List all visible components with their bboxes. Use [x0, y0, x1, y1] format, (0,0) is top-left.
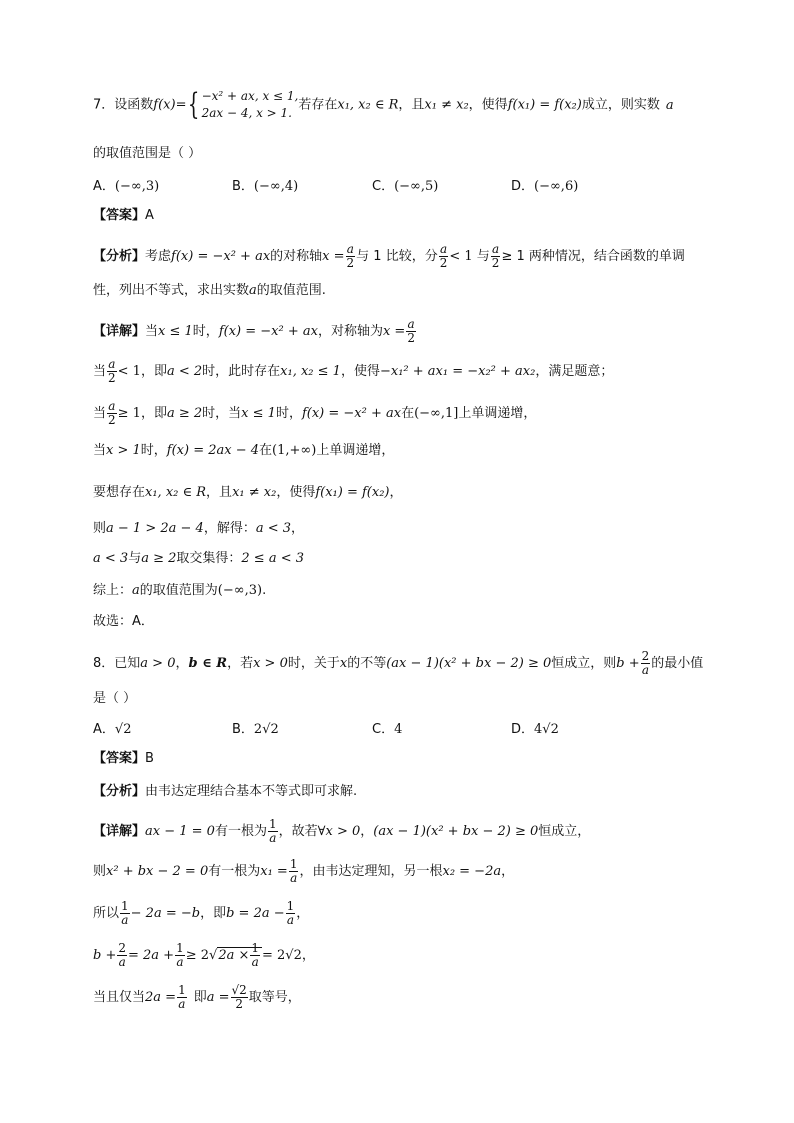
text: 取交集得：: [176, 551, 242, 566]
option-label: A．: [93, 179, 115, 194]
denominator: 2: [108, 413, 116, 427]
denominator: 2: [407, 331, 415, 345]
radicand: [217, 941, 262, 969]
q7-detail-line7: [93, 550, 304, 568]
text: ，且: [206, 485, 233, 500]
numerator: 1: [178, 983, 186, 997]
text: 则: [93, 864, 107, 879]
math: f(x) = −x² + ax: [301, 406, 402, 421]
q7-math: x₁, x₂ ∈ R: [337, 97, 399, 113]
math: x ≤ 1: [158, 324, 193, 339]
math: x =: [322, 249, 345, 264]
option-label: C．: [372, 722, 395, 737]
fraction: [120, 900, 130, 927]
q7-number: 7．: [93, 97, 115, 113]
fraction: [107, 400, 117, 427]
math: (1,+∞): [272, 443, 317, 458]
text: ，故若: [278, 824, 318, 839]
denominator: a: [251, 955, 259, 969]
numerator: a: [407, 317, 415, 331]
text: 的取值范围为: [139, 583, 218, 598]
option-value: 4: [394, 722, 403, 737]
text: 上单调递增，: [458, 406, 537, 421]
denominator: 2: [346, 256, 355, 270]
denominator: a: [121, 913, 129, 927]
text: ，由韦达定理知，另一根: [299, 864, 443, 879]
q7-answer: [93, 207, 154, 225]
text: 时，: [275, 406, 302, 421]
math: − 2a = −b: [130, 906, 201, 921]
fraction: [289, 858, 299, 885]
math: b +: [616, 656, 640, 671]
text: ，对称轴为: [317, 324, 383, 339]
text: ，: [301, 948, 315, 963]
text: 有一根为: [214, 824, 267, 839]
text: ，即: [140, 406, 167, 421]
answer-value: B: [145, 751, 154, 766]
numerator: 2: [118, 941, 126, 955]
sqrt-expression: √2a × $\frac{1}{a}$: [209, 947, 262, 963]
q8-stem-line1: [93, 650, 703, 677]
detail-tag: 【详解】: [93, 324, 146, 339]
text: 的对称轴: [270, 249, 323, 264]
math: (ax − 1)(x² + bx − 2) ≥ 0: [373, 824, 539, 839]
math: x =: [382, 324, 406, 339]
q7-piece2: 2ax − 4, x > 1.: [201, 106, 292, 120]
q7-detail-line5: [93, 484, 403, 502]
fraction: [107, 358, 117, 385]
q8-detail-line5: [93, 984, 301, 1011]
text: 恒成立，则: [551, 656, 617, 671]
q7-option-c[interactable]: [372, 175, 438, 194]
q7-piecewise: [202, 88, 299, 122]
numerator: a: [346, 242, 354, 256]
q7-detail-line4: [93, 442, 394, 460]
math: < 1: [117, 364, 141, 379]
q7-text: 成立，则实数: [581, 97, 660, 113]
option-label: A．: [93, 722, 115, 737]
text: 由韦达定理结合基本不等式即可求解.: [145, 784, 358, 799]
numerator: 1: [251, 941, 259, 955]
piecewise-brace: {: [188, 87, 200, 122]
math: a < 3: [255, 521, 292, 536]
numerator: a: [108, 357, 116, 371]
fraction: [117, 942, 127, 969]
option-label: B．: [232, 179, 254, 194]
denominator: a: [118, 955, 126, 969]
math: (−∞,1]: [414, 406, 459, 421]
text: 当: [93, 406, 107, 421]
option-label: B．: [232, 722, 254, 737]
numerator: √2: [231, 983, 247, 997]
math: a > 0: [140, 656, 176, 671]
text: 综上：: [93, 583, 133, 598]
numerator: 2: [641, 649, 650, 663]
text: 与 1 比较，分: [356, 249, 438, 264]
denominator: a: [269, 831, 277, 845]
text: ，: [291, 521, 305, 536]
math: < 1 与: [449, 249, 490, 264]
q7-detail-line2: [93, 358, 613, 385]
text: ，使得: [276, 485, 316, 500]
option-value: (−∞,3): [114, 179, 160, 194]
option-label: D．: [511, 179, 535, 194]
text: 即: [193, 990, 207, 1005]
q7-option-b[interactable]: [232, 175, 298, 194]
text: 在: [259, 443, 273, 458]
math: x₁, x₂ ≤ 1: [280, 364, 341, 379]
q7-piece1: −x² + ax, x ≤ 1,: [201, 89, 299, 103]
q7-detail-line8: [93, 582, 266, 600]
math: x > 0: [253, 656, 288, 671]
math: x² + bx − 2 = 0: [106, 864, 209, 879]
math: (−∞,3): [217, 583, 263, 598]
answer-value: A: [145, 208, 154, 223]
math: a − 1 > 2a − 4: [106, 521, 204, 536]
math: x₁, x₂ ∈ R: [145, 485, 207, 500]
math: f(x) = −x² + ax: [171, 249, 271, 264]
text: 当且仅当: [93, 990, 146, 1005]
q7-analysis-line1: [93, 243, 685, 270]
denominator: 2: [439, 256, 448, 270]
math: (ax − 1)(x² + bx − 2) ≥ 0: [386, 656, 552, 671]
math: f(x) = 2ax − 4: [166, 443, 260, 458]
math: ≥ 2: [185, 948, 210, 963]
option-value: (−∞,5): [394, 179, 439, 194]
option-value: 4√2: [534, 722, 559, 737]
math: x₂ = −2a: [442, 864, 502, 879]
denominator: a: [286, 913, 295, 927]
text: ，使得: [340, 364, 380, 379]
denominator: a: [176, 955, 184, 969]
denominator: a: [641, 663, 650, 677]
q8-detail-line3: [93, 900, 309, 927]
analysis-tag: 【分析】: [93, 784, 146, 799]
q8-number: 8．: [93, 656, 115, 671]
q7-option-a[interactable]: [93, 175, 159, 194]
text: 当: [93, 364, 107, 379]
fraction: [286, 900, 296, 927]
fraction: [346, 243, 356, 270]
math: = 2a +: [128, 948, 175, 963]
text: 时，关于: [287, 656, 340, 671]
option-value: (−∞,4): [253, 179, 299, 194]
text: ，: [360, 824, 374, 839]
math: = 2√2: [262, 948, 302, 963]
analysis-tag: 【分析】: [93, 249, 146, 264]
text: 取等号，: [248, 990, 301, 1005]
text: 则: [93, 521, 107, 536]
math: a ≥ 2: [166, 406, 203, 421]
answer-tag: 【答案】: [93, 208, 146, 223]
numerator: 1: [289, 857, 298, 871]
math: 2 ≤ a < 3: [241, 551, 305, 566]
text: 时，当: [202, 406, 242, 421]
q7-math: x₁ ≠ x₂: [424, 97, 469, 113]
option-value: √2: [114, 722, 132, 737]
text: ，即: [200, 906, 227, 921]
math: x₁ ≠ x₂: [232, 485, 277, 500]
numerator: a: [108, 399, 116, 413]
text: 恒成立，: [538, 824, 591, 839]
q8-detail-line2: [93, 858, 514, 885]
q7-stem-line2: 的取值范围是（ ）: [93, 146, 202, 161]
text: 考虑: [145, 249, 172, 264]
math: a: [132, 583, 140, 598]
text: ，: [175, 656, 189, 671]
text: ，若: [227, 656, 254, 671]
math: −x₁² + ax₁ = −x₂² + ax₂: [379, 364, 536, 379]
detail-tag: 【详解】: [93, 824, 146, 839]
q8-analysis: [93, 783, 357, 801]
q7-text: 若存在: [298, 97, 338, 113]
text: 时，: [140, 443, 167, 458]
text: 有一根为: [208, 864, 261, 879]
fraction: [231, 984, 248, 1011]
text: 要想存在: [93, 485, 146, 500]
fraction: [641, 650, 651, 677]
option-value: 2√2: [253, 722, 279, 737]
text: ≥ 1 两种情况，结合函数的单调: [501, 249, 685, 264]
q7-func: f(x)=: [153, 97, 187, 113]
text: ，满足题意；: [535, 364, 614, 379]
numerator: 1: [176, 941, 184, 955]
q7-text: 设函数: [114, 97, 154, 113]
denominator: 2: [491, 256, 500, 270]
math: x₁ =: [260, 864, 288, 879]
math: 2a =: [145, 990, 177, 1005]
q7-stem-line1: [93, 88, 674, 122]
text: ，: [296, 906, 310, 921]
math: x ≤ 1: [241, 406, 276, 421]
math: x > 1: [106, 443, 141, 458]
text: 当: [93, 443, 107, 458]
q7-text: ，且: [398, 97, 425, 113]
q8-option-d[interactable]: [511, 718, 559, 737]
math: b ∈ R: [188, 656, 228, 671]
math: a < 3: [93, 551, 129, 566]
math: a =: [206, 990, 230, 1005]
math: a ≥ 2: [141, 551, 177, 566]
math: b = 2a −: [226, 906, 285, 921]
denominator: a: [290, 871, 298, 885]
fraction: [250, 942, 260, 969]
text: 所以: [93, 906, 120, 921]
q8-option-b[interactable]: [232, 718, 279, 737]
q8-stem-line2: 是（ ）: [93, 691, 137, 706]
text: 的最小值: [651, 656, 704, 671]
text: ，: [389, 485, 403, 500]
text: ，: [501, 864, 515, 879]
fraction: [439, 243, 449, 270]
math: a: [249, 283, 257, 298]
denominator: 2: [108, 371, 116, 385]
text: ，即: [140, 364, 167, 379]
q7-option-d[interactable]: [511, 175, 578, 194]
q8-option-a[interactable]: [93, 718, 131, 737]
fraction: [491, 243, 501, 270]
text: ，解得：: [203, 521, 256, 536]
math: a < 2: [166, 364, 203, 379]
numerator: a: [439, 242, 448, 256]
math: x: [339, 656, 348, 671]
numerator: 1: [121, 899, 129, 913]
q7-detail-line1: [93, 318, 417, 345]
q7-math: a: [665, 97, 674, 113]
math: b +: [93, 948, 117, 963]
option-value: (−∞,6): [534, 179, 579, 194]
q7-text: ，使得: [468, 97, 508, 113]
text: 性，列出不等式，求出实数: [93, 283, 250, 298]
option-label: C．: [372, 179, 395, 194]
fraction: [406, 318, 416, 345]
math: f(x₁) = f(x₂): [315, 485, 390, 500]
text: 当: [145, 324, 159, 339]
math: ax − 1 = 0: [145, 824, 215, 839]
denominator: 2: [235, 997, 243, 1011]
q7-conclusion: 故选：A．: [93, 614, 154, 629]
numerator: 1: [268, 817, 277, 831]
text: 时，此时存在: [202, 364, 281, 379]
math: ≥ 1: [117, 406, 141, 421]
q8-detail-line1: [93, 818, 590, 845]
text: 的取值范围.: [256, 283, 326, 298]
fraction: [175, 942, 185, 969]
q7-analysis-line2: [93, 282, 326, 300]
text: 上单调递增，: [316, 443, 395, 458]
q8-option-c[interactable]: [372, 718, 402, 737]
text: .: [262, 583, 267, 598]
fraction: [268, 818, 278, 845]
math: ∀x > 0: [317, 824, 361, 839]
text: 已知: [114, 656, 141, 671]
answer-tag: 【答案】: [93, 751, 146, 766]
text: 在: [401, 406, 415, 421]
q7-detail-line6: [93, 520, 304, 538]
text: 与: [128, 551, 142, 566]
math: f(x) = −x² + ax: [218, 324, 318, 339]
fraction: [177, 984, 187, 1011]
q8-answer: [93, 750, 154, 768]
q7-detail-line3: [93, 400, 536, 427]
numerator: a: [492, 242, 500, 256]
math: 2a ×: [218, 948, 250, 963]
text: 时，: [192, 324, 219, 339]
denominator: a: [178, 997, 186, 1011]
text: 的不等: [347, 656, 387, 671]
option-label: D．: [511, 722, 535, 737]
q8-detail-line4: [93, 942, 315, 969]
q7-math: f(x₁) = f(x₂): [507, 97, 582, 113]
numerator: 1: [286, 899, 295, 913]
